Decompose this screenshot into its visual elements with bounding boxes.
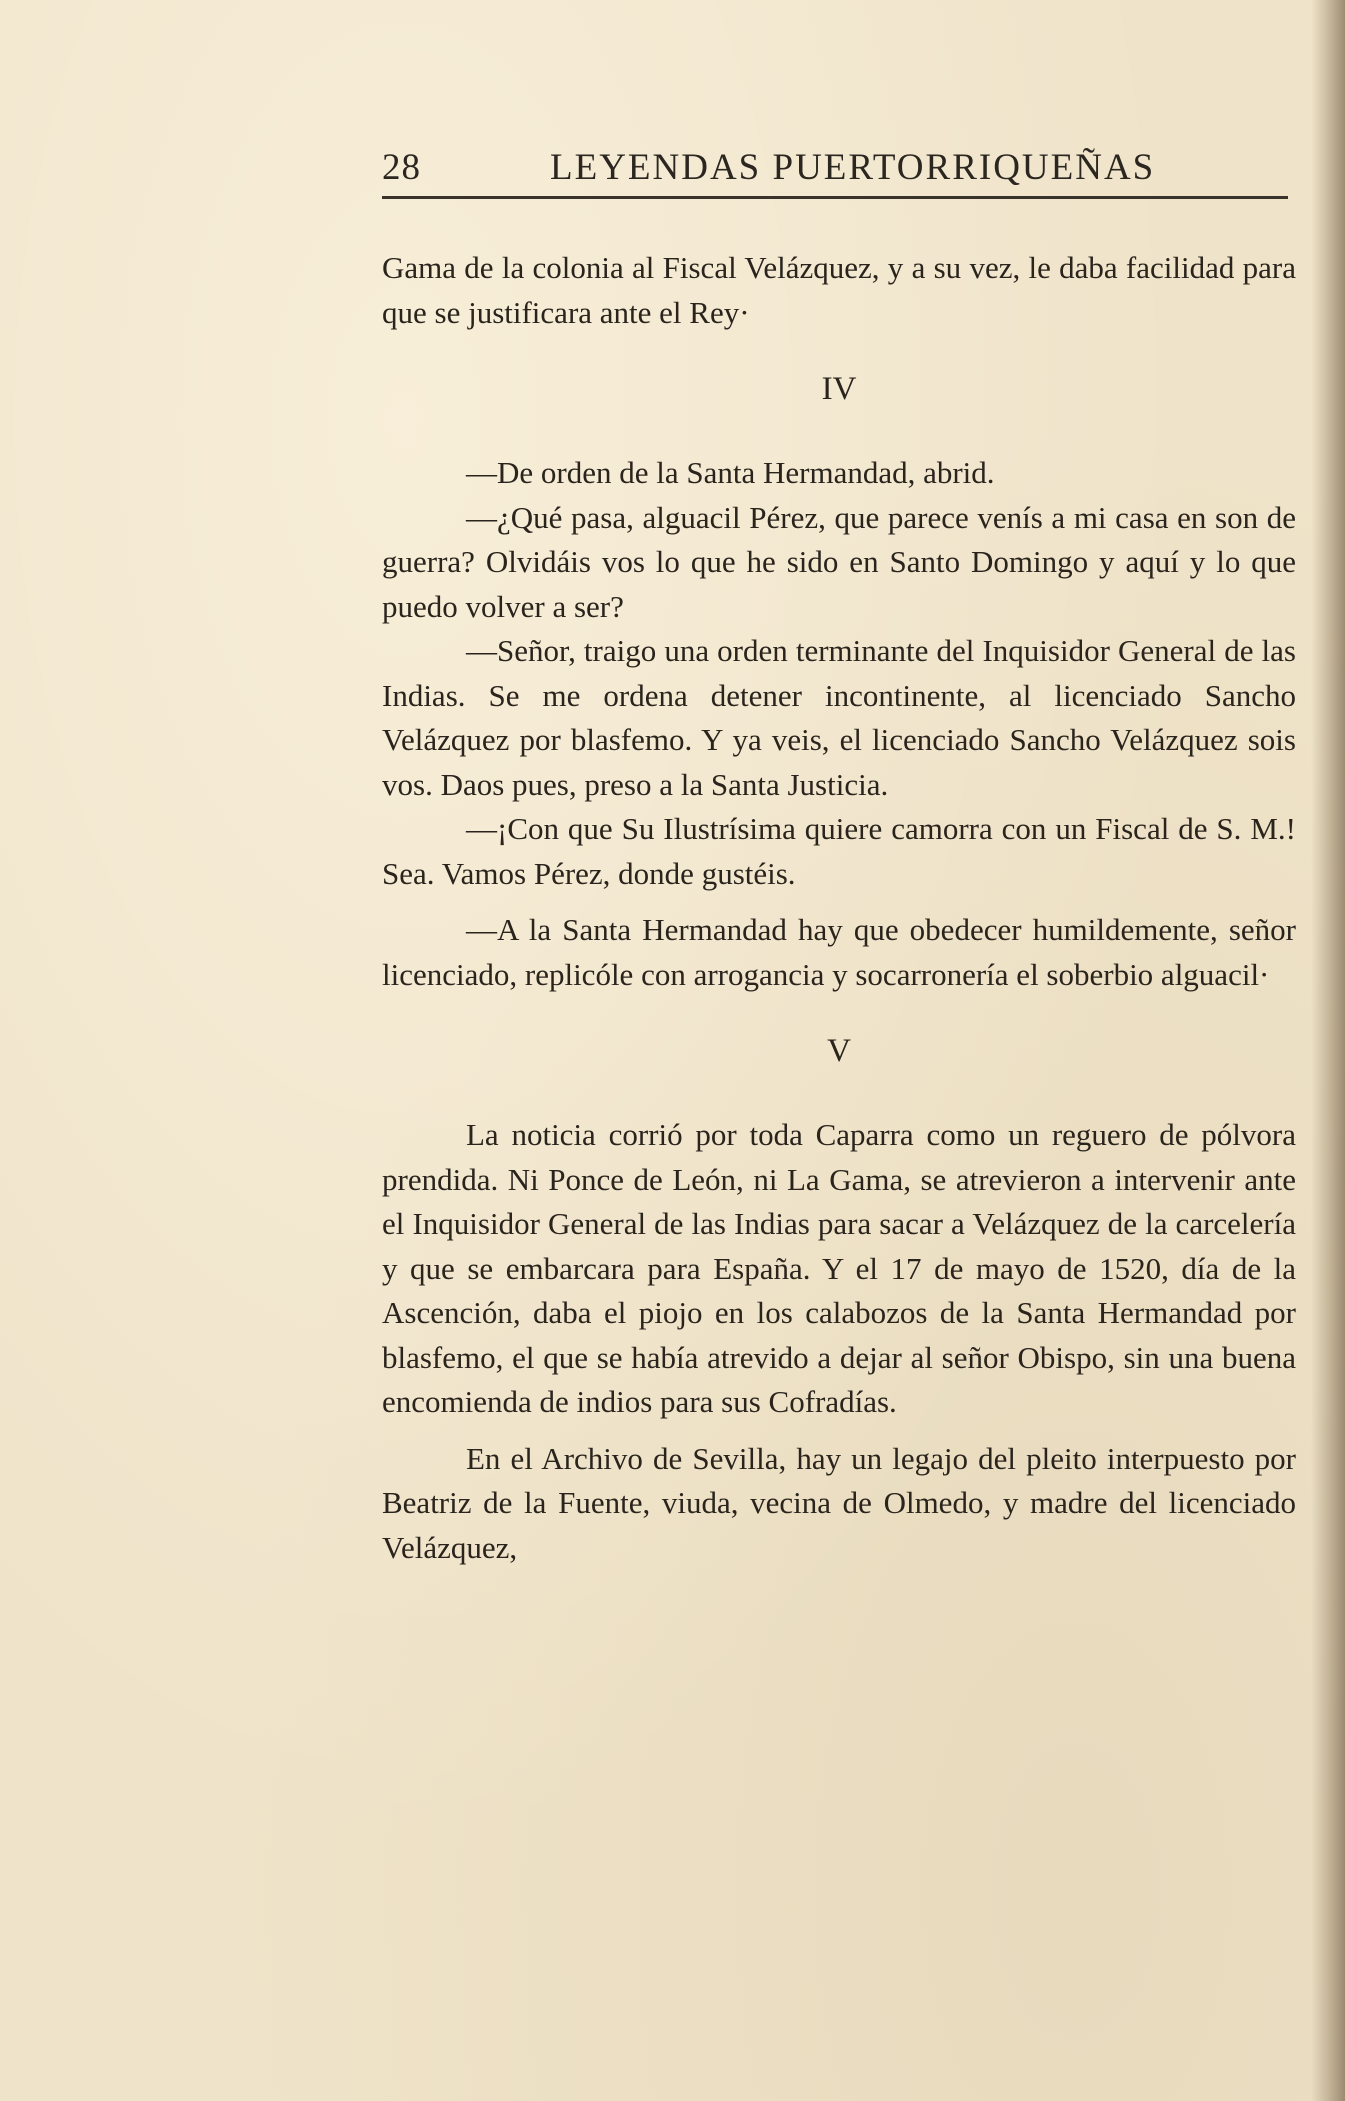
paragraph-intro: Gama de la colonia al Fiscal Velázquez, y a su vez, le daba facilidad para que se justificara ante el Rey· [382, 250, 1296, 330]
header-rule [382, 196, 1288, 199]
page-number: 28 [382, 147, 421, 188]
paragraph-narrative-2: En el Archivo de Sevilla, hay un legajo del pleito interpuesto por Beatriz de la Fuente, viuda, vecina de Olmedo, y madre del licenciado Velázquez, [382, 1440, 1296, 1565]
paragraph-dialogue-1: —De orden de la Santa Hermandad, abrid. [466, 455, 995, 490]
paragraph-dialogue-2: —¿Qué pasa, alguacil Pérez, que parece venís a mi casa en son de guerra? Olvidáis vos lo que he sido en Santo Domingo y aquí y lo que puedo volver a ser? [382, 499, 1296, 624]
running-head-title: LEYENDAS PUERTORRIQUEÑAS [550, 147, 1156, 188]
paragraph-dialogue-3: —Señor, traigo una orden terminante del Inquisidor General de las Indias. Se me ordena detener incontinente, al licenciado Sancho Velázquez por blasfemo. Y ya veis, el licenciado Sancho Velázquez sois vos. Daos pues, preso a la Santa Justicia. [382, 633, 1296, 802]
paragraph-dialogue-5: —A la Santa Hermandad hay que obedecer humildemente, señor licenciado, replicóle con arrogancia y socarronería el soberbio alguacil· [382, 912, 1296, 992]
paragraph-narrative-1: La noticia corrió por toda Caparra como un reguero de pólvora prendida. Ni Ponce de León, ni La Gama, se atrevieron a intervenir ante el Inquisidor General de las Indias para sacar a Velázquez de la carcelería y que se embarcara para España. Y el 17 de mayo de 1520, día de la Ascención, daba el piojo en los calabozos de la Santa Hermandad por blasfemo, el que se había atrevido a dejar al señor Obispo, sin una buena encomienda de indios para sus Cofradías. [382, 1117, 1296, 1419]
page-edge-shadow [1311, 0, 1345, 2101]
body-text [382, 246, 1296, 1570]
paragraph-dialogue-4: —¡Con que Su Ilustrísima quiere camorra con un Fiscal de S. M.! Sea. Vamos Pérez, donde gustéis. [382, 811, 1296, 891]
running-head [382, 138, 1288, 188]
section-heading-iv: IV [821, 371, 857, 407]
section-heading-v: V [827, 1033, 851, 1069]
